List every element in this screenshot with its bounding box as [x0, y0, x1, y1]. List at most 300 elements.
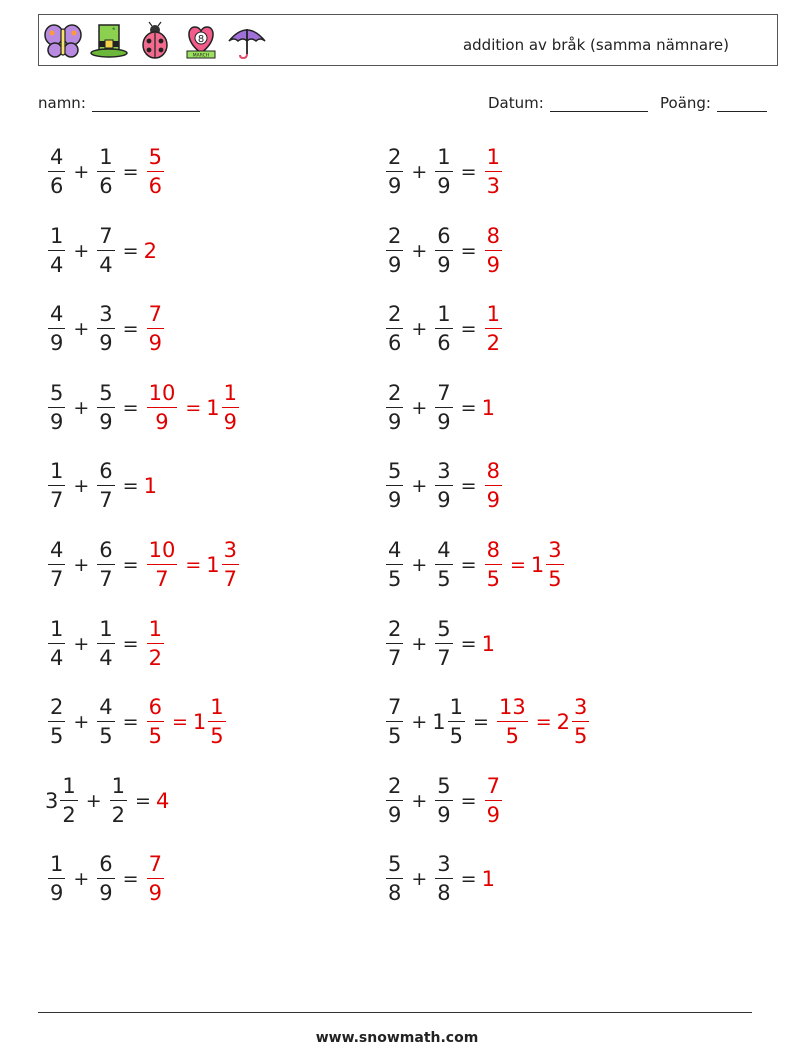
denominator: 9 [437, 803, 451, 827]
answer [482, 304, 505, 354]
denominator: 2 [486, 331, 500, 355]
numerator: 7 [148, 302, 162, 326]
denominator: 9 [99, 331, 113, 355]
score-field[interactable] [660, 94, 767, 112]
fraction-bar [485, 485, 502, 486]
fraction-bar [48, 878, 65, 879]
fraction-bar [386, 643, 403, 644]
fraction-bar [497, 721, 528, 722]
whole-number: 1 [481, 632, 495, 656]
fraction-bar [435, 564, 452, 565]
denominator: 9 [50, 410, 64, 434]
plus-sign: + [73, 633, 90, 655]
fraction [435, 540, 452, 590]
equals-sign: = [460, 868, 477, 890]
fraction [147, 147, 164, 197]
fraction-bar [48, 721, 65, 722]
fraction [48, 619, 65, 669]
whole-number: 1 [143, 474, 157, 498]
date-label: Datum: [488, 94, 544, 112]
numerator: 3 [437, 459, 451, 483]
answer [482, 867, 494, 891]
numerator: 4 [99, 695, 113, 719]
fraction-bar [435, 878, 452, 879]
plus-sign: + [411, 554, 428, 576]
fraction [97, 304, 114, 354]
fraction-bar [48, 250, 65, 251]
fraction [435, 854, 452, 904]
fraction [386, 226, 403, 276]
problem-1 [45, 142, 167, 202]
problem-7 [45, 378, 242, 438]
fraction-bar [485, 328, 502, 329]
fraction [386, 383, 403, 433]
fraction [48, 383, 65, 433]
denominator: 9 [437, 253, 451, 277]
equals-sign: = [122, 711, 139, 733]
denominator: 9 [437, 410, 451, 434]
denominator: 9 [155, 410, 169, 434]
fraction-bar [485, 171, 502, 172]
fraction [435, 383, 452, 433]
denominator: 9 [388, 488, 402, 512]
equals-sign: = [460, 161, 477, 183]
denominator: 9 [388, 253, 402, 277]
fraction [147, 540, 178, 590]
problem-18 [383, 771, 505, 831]
denominator: 5 [486, 567, 500, 591]
numerator: 2 [388, 145, 402, 169]
numerator: 7 [388, 695, 402, 719]
equals-sign: = [473, 711, 489, 733]
denominator: 5 [388, 724, 402, 748]
denominator: 5 [437, 567, 451, 591]
denominator: 4 [50, 253, 64, 277]
numerator: 10 [148, 538, 176, 562]
mixed-number [193, 697, 229, 747]
denominator: 6 [148, 174, 162, 198]
denominator: 5 [548, 567, 562, 591]
numerator: 8 [486, 538, 500, 562]
equals-sign: = [122, 397, 139, 419]
problem-10 [383, 456, 505, 516]
problem-8 [383, 378, 494, 438]
numerator: 3 [574, 695, 588, 719]
equals-sign: = [122, 554, 139, 576]
denominator: 5 [148, 724, 162, 748]
numerator: 10 [148, 381, 176, 405]
problem-6 [383, 299, 505, 359]
fraction [147, 304, 164, 354]
numerator: 6 [437, 224, 451, 248]
problem-20 [383, 849, 494, 909]
numerator: 13 [498, 695, 526, 719]
fraction [435, 304, 452, 354]
numerator: 3 [437, 852, 451, 876]
problem-3 [45, 221, 156, 281]
fraction [546, 540, 563, 590]
numerator: 5 [148, 145, 162, 169]
fraction-bar [97, 328, 114, 329]
footer-url[interactable]: www.snowmath.com [315, 1030, 479, 1046]
mixed-number [432, 697, 468, 747]
fraction-bar [97, 171, 114, 172]
numerator: 5 [388, 852, 402, 876]
numerator: 6 [99, 852, 113, 876]
header-box [38, 14, 778, 66]
fraction [208, 697, 225, 747]
fraction [572, 697, 589, 747]
numerator: 8 [486, 459, 500, 483]
ladybug-icon [135, 21, 175, 61]
fraction [48, 226, 65, 276]
fraction [435, 776, 452, 826]
numerator: 6 [99, 538, 113, 562]
fraction-bar [97, 407, 114, 408]
fraction-bar [97, 878, 114, 879]
numerator: 1 [99, 617, 113, 641]
answer [482, 396, 494, 420]
fraction [386, 776, 403, 826]
denominator: 4 [99, 253, 113, 277]
plus-sign: + [411, 711, 428, 733]
fraction [48, 147, 65, 197]
fraction [386, 540, 403, 590]
fraction-bar [147, 643, 164, 644]
denominator: 9 [50, 331, 64, 355]
equals-sign: = [122, 868, 139, 890]
mixed-whole: 1 [432, 710, 446, 734]
fraction-bar [572, 721, 589, 722]
header-icons [43, 21, 273, 61]
fraction-bar [386, 721, 403, 722]
fraction [386, 461, 403, 511]
answer [144, 239, 156, 263]
fraction-bar [386, 800, 403, 801]
fraction-bar [435, 250, 452, 251]
fraction-bar [48, 328, 65, 329]
numerator: 5 [99, 381, 113, 405]
numerator: 4 [50, 302, 64, 326]
fraction [485, 226, 502, 276]
denominator: 7 [388, 646, 402, 670]
fraction-bar [147, 564, 178, 565]
plus-sign: + [411, 240, 428, 262]
answer [144, 383, 242, 433]
mixed-whole: 2 [556, 710, 570, 734]
fraction [147, 854, 164, 904]
fraction [147, 619, 164, 669]
denominator: 9 [99, 881, 113, 905]
fraction [97, 383, 114, 433]
fraction [485, 304, 502, 354]
fraction [48, 540, 65, 590]
equals-sign: = [460, 554, 477, 576]
answer [482, 226, 505, 276]
equals-sign: = [460, 633, 477, 655]
fraction [97, 697, 114, 747]
fraction [485, 461, 502, 511]
svg-text:8: 8 [197, 34, 205, 45]
denominator: 4 [50, 646, 64, 670]
fraction [435, 619, 452, 669]
plus-sign: + [411, 790, 428, 812]
denominator: 8 [388, 881, 402, 905]
denominator: 6 [437, 331, 451, 355]
fraction-bar [97, 564, 114, 565]
denominator: 9 [50, 881, 64, 905]
equals-sign: = [460, 318, 477, 340]
denominator: 9 [437, 488, 451, 512]
equals-sign: = [185, 397, 202, 419]
numerator: 1 [449, 695, 464, 719]
plus-sign: + [73, 711, 90, 733]
fraction-bar [97, 643, 114, 644]
fraction-bar [48, 407, 65, 408]
fraction-bar [222, 564, 239, 565]
leprechaun-hat-icon [89, 21, 129, 61]
fraction-bar [448, 721, 465, 722]
fraction [97, 854, 114, 904]
fraction-bar [435, 328, 452, 329]
equals-sign: = [122, 318, 139, 340]
numerator: 1 [62, 774, 76, 798]
numerator: 1 [50, 617, 64, 641]
answer [144, 854, 167, 904]
answer [482, 461, 505, 511]
fraction-bar [48, 485, 65, 486]
numerator: 1 [99, 145, 113, 169]
equals-sign: = [135, 790, 151, 812]
denominator: 7 [50, 488, 64, 512]
score-blank[interactable] [717, 96, 767, 112]
numerator: 5 [50, 381, 64, 405]
fraction [435, 147, 452, 197]
numerator: 2 [388, 774, 402, 798]
answer [482, 776, 505, 826]
denominator: 8 [437, 881, 451, 905]
mixed-number [45, 776, 81, 826]
denominator: 6 [388, 331, 402, 355]
fraction [435, 226, 452, 276]
fraction-bar [60, 800, 77, 801]
numerator: 1 [148, 617, 162, 641]
numerator: 7 [148, 852, 162, 876]
fraction [485, 776, 502, 826]
denominator: 5 [574, 724, 588, 748]
equals-sign: = [460, 790, 477, 812]
denominator: 5 [210, 724, 224, 748]
denominator: 9 [388, 174, 402, 198]
numerator: 7 [437, 381, 451, 405]
numerator: 5 [437, 774, 451, 798]
plus-sign: + [411, 475, 428, 497]
fraction-bar [110, 800, 127, 801]
denominator: 9 [486, 253, 500, 277]
denominator: 5 [505, 724, 520, 748]
denominator: 2 [62, 803, 76, 827]
answer [494, 697, 592, 747]
equals-sign: = [171, 711, 188, 733]
plus-sign: + [73, 161, 90, 183]
fraction-bar [485, 250, 502, 251]
denominator: 9 [388, 803, 402, 827]
plus-sign: + [411, 318, 428, 340]
fraction-bar [435, 171, 452, 172]
numerator: 7 [99, 224, 113, 248]
numerator: 2 [50, 695, 64, 719]
numerator: 1 [486, 302, 500, 326]
numerator: 4 [437, 538, 451, 562]
fraction-bar [48, 564, 65, 565]
fraction-bar [435, 643, 452, 644]
numerator: 1 [50, 224, 64, 248]
fraction [147, 383, 178, 433]
plus-sign: + [411, 161, 428, 183]
numerator: 4 [50, 145, 64, 169]
fraction [485, 147, 502, 197]
problem-17 [45, 771, 168, 831]
problem-11 [45, 535, 242, 595]
numerator: 3 [223, 538, 237, 562]
mixed-whole: 1 [206, 553, 220, 577]
problem-4 [383, 221, 505, 281]
plus-sign: + [73, 240, 90, 262]
fraction [48, 461, 65, 511]
fraction [497, 697, 528, 747]
fraction [386, 854, 403, 904]
numerator: 6 [148, 695, 162, 719]
equals-sign: = [535, 711, 552, 733]
fraction-bar [147, 171, 164, 172]
fraction-bar [386, 878, 403, 879]
denominator: 3 [486, 174, 500, 198]
fraction [60, 776, 77, 826]
denominator: 6 [50, 174, 64, 198]
equals-sign: = [122, 240, 139, 262]
date-field[interactable] [488, 94, 648, 112]
fraction-bar [386, 171, 403, 172]
mixed-number [531, 540, 567, 590]
problem-15 [45, 692, 229, 752]
footer-divider [38, 1012, 752, 1013]
mixed-whole: 3 [45, 789, 59, 813]
whole-number: 2 [143, 239, 157, 263]
problem-5 [45, 299, 167, 359]
fraction [386, 304, 403, 354]
answer [144, 540, 242, 590]
denominator: 7 [437, 646, 451, 670]
answer [144, 697, 229, 747]
denominator: 9 [148, 881, 162, 905]
fraction [97, 540, 114, 590]
fraction [48, 697, 65, 747]
plus-sign: + [73, 397, 90, 419]
numerator: 1 [50, 852, 64, 876]
mixed-number [206, 540, 242, 590]
fraction-bar [386, 407, 403, 408]
denominator: 5 [50, 724, 64, 748]
denominator: 9 [486, 488, 500, 512]
fraction-bar [435, 407, 452, 408]
denominator: 4 [99, 646, 113, 670]
mixed-whole: 1 [206, 396, 220, 420]
fraction-bar [208, 721, 225, 722]
problem-19 [45, 849, 167, 909]
problem-9 [45, 456, 156, 516]
fraction-bar [386, 485, 403, 486]
fraction [110, 776, 127, 826]
numerator: 5 [437, 617, 451, 641]
fraction [97, 461, 114, 511]
fraction [386, 619, 403, 669]
fraction-bar [97, 721, 114, 722]
denominator: 2 [111, 803, 126, 827]
numerator: 1 [437, 302, 451, 326]
name-field[interactable] [38, 94, 200, 112]
denominator: 9 [99, 410, 113, 434]
denominator: 5 [99, 724, 113, 748]
fraction [386, 147, 403, 197]
numerator: 2 [388, 381, 402, 405]
plus-sign: + [85, 790, 102, 812]
equals-sign: = [122, 633, 139, 655]
numerator: 1 [486, 145, 500, 169]
fraction-bar [147, 878, 164, 879]
fraction-bar [435, 485, 452, 486]
denominator: 7 [223, 567, 237, 591]
fraction [97, 147, 114, 197]
fraction-bar [147, 407, 178, 408]
numerator: 1 [50, 459, 64, 483]
name-blank[interactable] [92, 96, 200, 112]
numerator: 1 [437, 145, 451, 169]
plus-sign: + [411, 397, 428, 419]
denominator: 9 [148, 331, 162, 355]
whole-number: 4 [155, 789, 170, 813]
fraction-bar [97, 485, 114, 486]
denominator: 7 [99, 567, 113, 591]
equals-sign: = [185, 554, 202, 576]
equals-sign: = [460, 475, 477, 497]
numerator: 7 [486, 774, 500, 798]
fraction [97, 226, 114, 276]
numerator: 4 [50, 538, 64, 562]
problem-12 [383, 535, 567, 595]
fraction-bar [435, 800, 452, 801]
fraction [48, 854, 65, 904]
numerator: 1 [111, 774, 126, 798]
problem-14 [383, 614, 494, 674]
numerator: 4 [388, 538, 402, 562]
fraction-bar [485, 800, 502, 801]
fraction [435, 461, 452, 511]
score-label: Poäng: [660, 94, 711, 112]
svg-text:MARCH: MARCH [192, 53, 210, 59]
butterfly-icon [43, 21, 83, 61]
numerator: 5 [388, 459, 402, 483]
fraction [222, 540, 239, 590]
fraction-bar [147, 328, 164, 329]
fraction-bar [485, 564, 502, 565]
denominator: 6 [99, 174, 113, 198]
denominator: 5 [449, 724, 464, 748]
whole-number: 1 [481, 396, 495, 420]
numerator: 2 [388, 302, 402, 326]
fraction-bar [222, 407, 239, 408]
date-blank[interactable] [550, 96, 648, 112]
mixed-whole: 1 [530, 553, 545, 577]
